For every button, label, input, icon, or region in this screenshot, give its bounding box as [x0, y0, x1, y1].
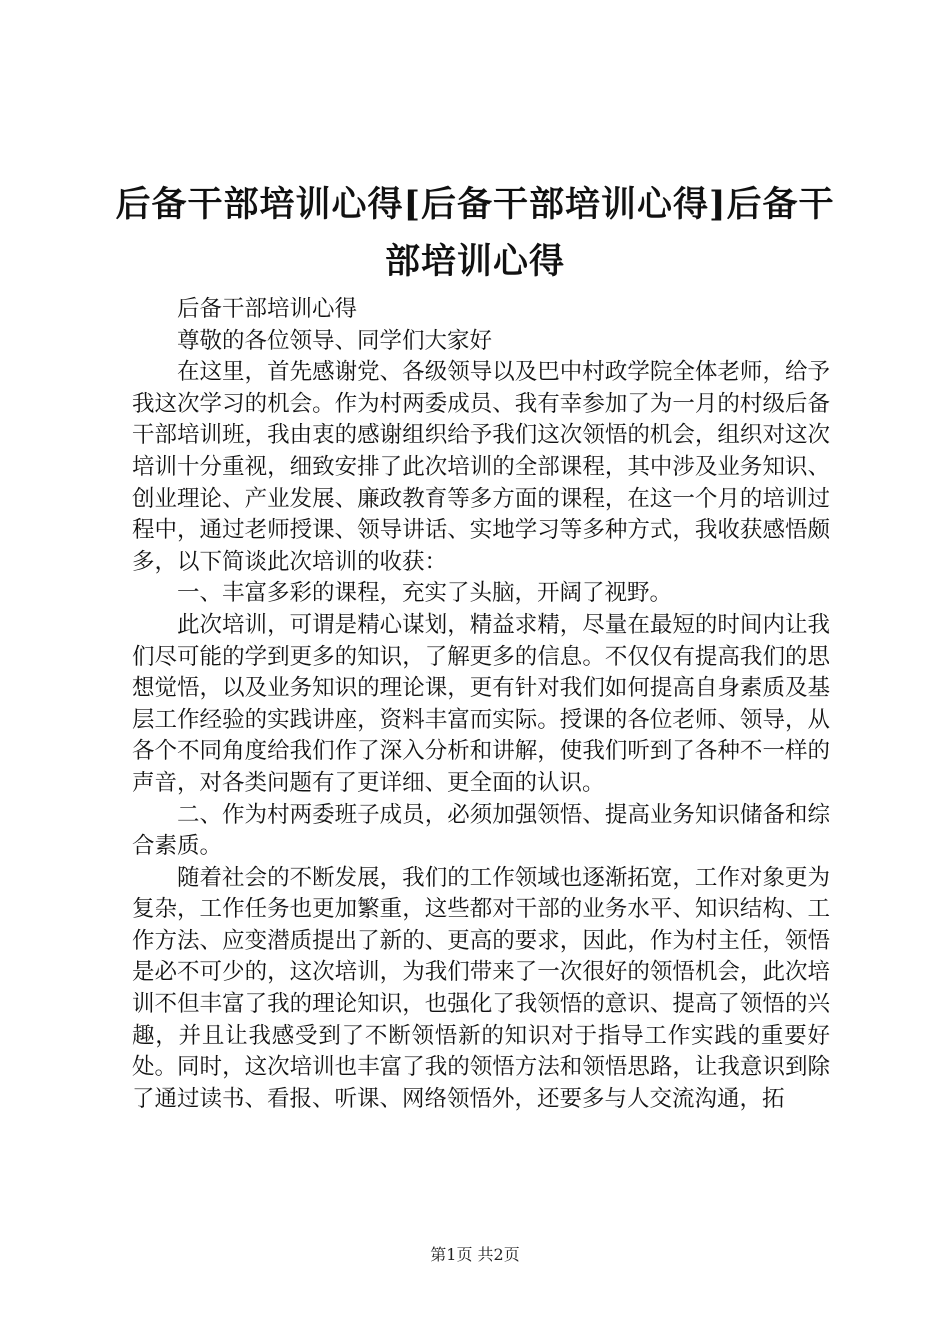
body-paragraph: 在这里，首先感谢党、各级领导以及巴中村政学院全体老师，给予我这次学习的机会。作为村两委成员、我有幸参加了为一月的村级后备干部培训班，我由衷的感谢组织给予我们这次领悟的机会，组织对这次培训十分重视，细致安排了此次培训的全部课程，其中涉及业务知识、创业理论、产业发展、廉政教育等多方面的课程，在这一个月的培训过程中，通过老师授课、领导讲话、实地学习等多种方式，我收获感悟颇多，以下简谈此次培训的收获：	[132, 359, 830, 575]
body-paragraph: 随着社会的不断发展，我们的工作领域也逐渐拓宽，工作对象更为复杂，工作任务也更加繁重，这些都对干部的业务水平、知识结构、工作方法、应变潜质提出了新的、更高的要求，因此，作为村主任，领悟是必不可少的，这次培训，为我们带来了一次很好的领悟机会，此次培训不但丰富了我的理论知识，也强化了我领悟的意识、提高了领悟的兴趣，并且让我感受到了不断领悟新的知识对于指导工作实践的重要好处。同时，这次培训也丰富了我的领悟方法和领悟思路，让我意识到除了通过读书、看报、听课、网络领悟外，还要多与人交流沟通，拓	[132, 864, 830, 1112]
page-footer: 第1页 共2页	[430, 1245, 520, 1264]
body-paragraph: 此次培训，可谓是精心谋划，精益求精，尽量在最短的时间内让我们尽可能的学到更多的知识，了解更多的信息。不仅仅有提高我们的思想觉悟，以及业务知识的理论课，更有针对我们如何提高自身素质及基层工作经验的实践讲座，资料丰富而实际。授课的各位老师、领导，从各个不同角度给我们作了深入分析和讲解，使我们听到了各种不一样的声音，对各类问题有了更详细、更全面的认识。	[132, 611, 830, 796]
document-title: 后备干部培训心得[后备干部培训心得]后备干部培训心得	[115, 184, 835, 282]
section-heading: 二、作为村两委班子成员，必须加强领悟、提高业务知识储备和综合素质。	[132, 801, 830, 860]
body-paragraph: 尊敬的各位领导、同学们大家好	[177, 327, 493, 354]
body-paragraph: 后备干部培训心得	[177, 296, 358, 322]
section-heading: 一、丰富多彩的课程，充实了头脑，开阔了视野。	[177, 580, 673, 607]
document-body	[132, 294, 830, 1115]
